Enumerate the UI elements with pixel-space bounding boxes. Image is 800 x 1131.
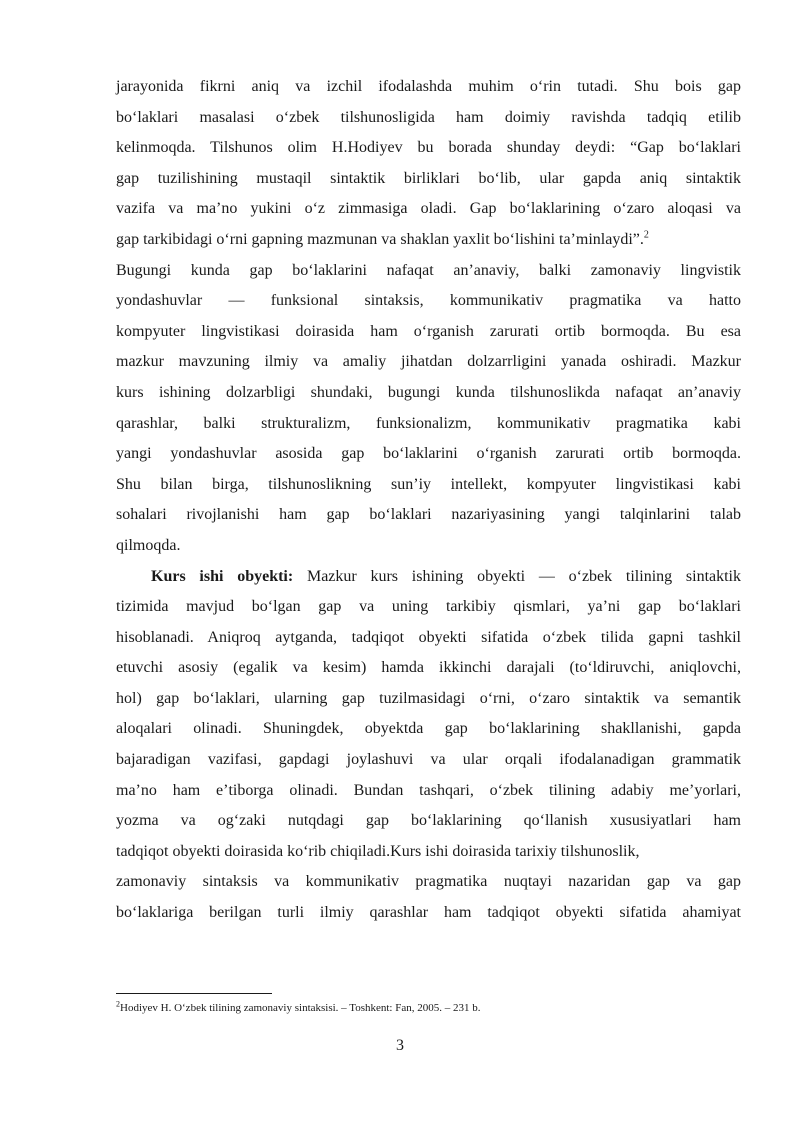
text-line: gap tuzilishining mustaqil sintaktik birliklari boʻlib, ular gapda aniq sintaktik bbox=[116, 169, 741, 187]
object-heading-line bbox=[116, 562, 741, 593]
text-line: yondashuvlar — funksional sintaksis, kommunikativ pragmatika va hatto bbox=[116, 292, 741, 310]
footnote-text: Hodiyev H. Oʻzbek tilining zamonaviy sintaksisi. – Toshkent: Fan, 2005. – 231 b. bbox=[120, 1002, 481, 1014]
text-line: gap tarkibidagi oʻrni gapning mazmunan va shaklan yaxlit boʻlishini taʼminlaydi”. bbox=[116, 230, 644, 248]
text-line: zamonaviy sintaksis va kommunikativ pragmatika nuqtayi nazaridan gap va gap bbox=[116, 873, 741, 891]
text-line: Shu bilan birga, tilshunoslikning sunʼiy intellekt, kompyuter lingvistikasi kabi bbox=[116, 475, 741, 493]
text-line: boʻlaklariga berilgan turli ilmiy qarashlar ham tadqiqot obyekti sifatida ahamiyat bbox=[116, 904, 741, 922]
text-line: mazkur mavzuning ilmiy va amaliy jihatdan dolzarrligini yanada oshiradi. Mazkur bbox=[116, 353, 741, 371]
text-line: Bugungi kunda gap boʻlaklarini nafaqat anʼanaviy, balki zamonaviy lingvistik bbox=[116, 261, 741, 279]
text-line: hol) gap boʻlaklari, ularning gap tuzilmasidagi oʻrni, oʻzaro sintaktik va semantik bbox=[116, 689, 741, 707]
text-line: sohalari rivojlanishi ham gap boʻlaklari nazariyasining yangi talqinlarini talab bbox=[116, 506, 741, 524]
footnote-reference[interactable]: 2 bbox=[643, 229, 649, 241]
text-line: boʻlaklari masalasi oʻzbek tilshunosligida ham doimiy ravishda tadqiq etilib bbox=[116, 108, 741, 126]
text-line: qarashlar, balki strukturalizm, funksionalizm, kommunikativ pragmatika kabi bbox=[116, 414, 741, 432]
text-line: kompyuter lingvistikasi doirasida ham oʻrganish zarurati ortib bormoqda. Bu esa bbox=[116, 322, 741, 340]
text-line: tizimida mavjud boʻlgan gap va uning tarkibiy qismlari, yaʼni gap boʻlaklari bbox=[116, 598, 741, 616]
text-line: kurs ishining dolzarbligi shundaki, bugungi kunda tilshunoslikda nafaqat anʼanaviy bbox=[116, 383, 741, 401]
footnote-mark: 2 bbox=[116, 999, 120, 1009]
footnote-separator bbox=[116, 993, 272, 994]
text-line: qilmoqda. bbox=[116, 536, 181, 554]
text-line: yangi yondashuvlar asosida gap boʻlaklarini oʻrganish zarurati ortib bormoqda. bbox=[116, 445, 741, 463]
text-line: yozma va ogʻzaki nutqdagi gap boʻlaklarining qoʻllanish xususiyatlari ham bbox=[116, 812, 741, 830]
page-body bbox=[116, 72, 741, 929]
page-number: 3 bbox=[396, 1037, 404, 1054]
text-line: tadqiqot obyekti doirasida koʻrib chiqiladi.Kurs ishi doirasida tarixiy tilshunoslik, bbox=[116, 842, 640, 860]
text-line: vazifa va maʼno yukini oʻz zimmasiga oladi. Gap boʻlaklarining oʻzaro aloqasi va bbox=[116, 200, 741, 218]
footnote bbox=[116, 1001, 480, 1015]
text-line: maʼno ham eʼtiborga olinadi. Bundan tashqari, oʻzbek tilining adabiy meʼyorlari, bbox=[116, 781, 741, 799]
text-line: etuvchi asosiy (egalik va kesim) hamda ikkinchi darajali (toʻldiruvchi, aniqlovchi, bbox=[116, 659, 741, 677]
text-line: kelinmoqda. Tilshunos olim H.Hodiyev bu borada shunday deydi: “Gap boʻlaklari bbox=[116, 139, 741, 157]
section-heading: Kurs ishi obyekti: bbox=[151, 567, 294, 585]
text-line: aloqalari olinadi. Shuningdek, obyektda gap boʻlaklarining shakllanishi, gapda bbox=[116, 720, 741, 738]
text-line: jarayonida fikrni aniq va izchil ifodalashda muhim oʻrin tutadi. Shu bois gap bbox=[116, 78, 741, 95]
text-line-with-footnote bbox=[116, 225, 741, 256]
text-line: bajaradigan vazifasi, gapdagi joylashuvi va ular orqali ifodalanadigan grammatik bbox=[116, 751, 741, 769]
text-line: hisoblanadi. Aniqroq aytganda, tadqiqot obyekti sifatida oʻzbek tilida gapni tashkil bbox=[116, 628, 741, 646]
paragraph-relevance bbox=[116, 72, 741, 929]
text-line: Mazkur kurs ishining obyekti — oʻzbek tilining sintaktik bbox=[293, 567, 741, 585]
